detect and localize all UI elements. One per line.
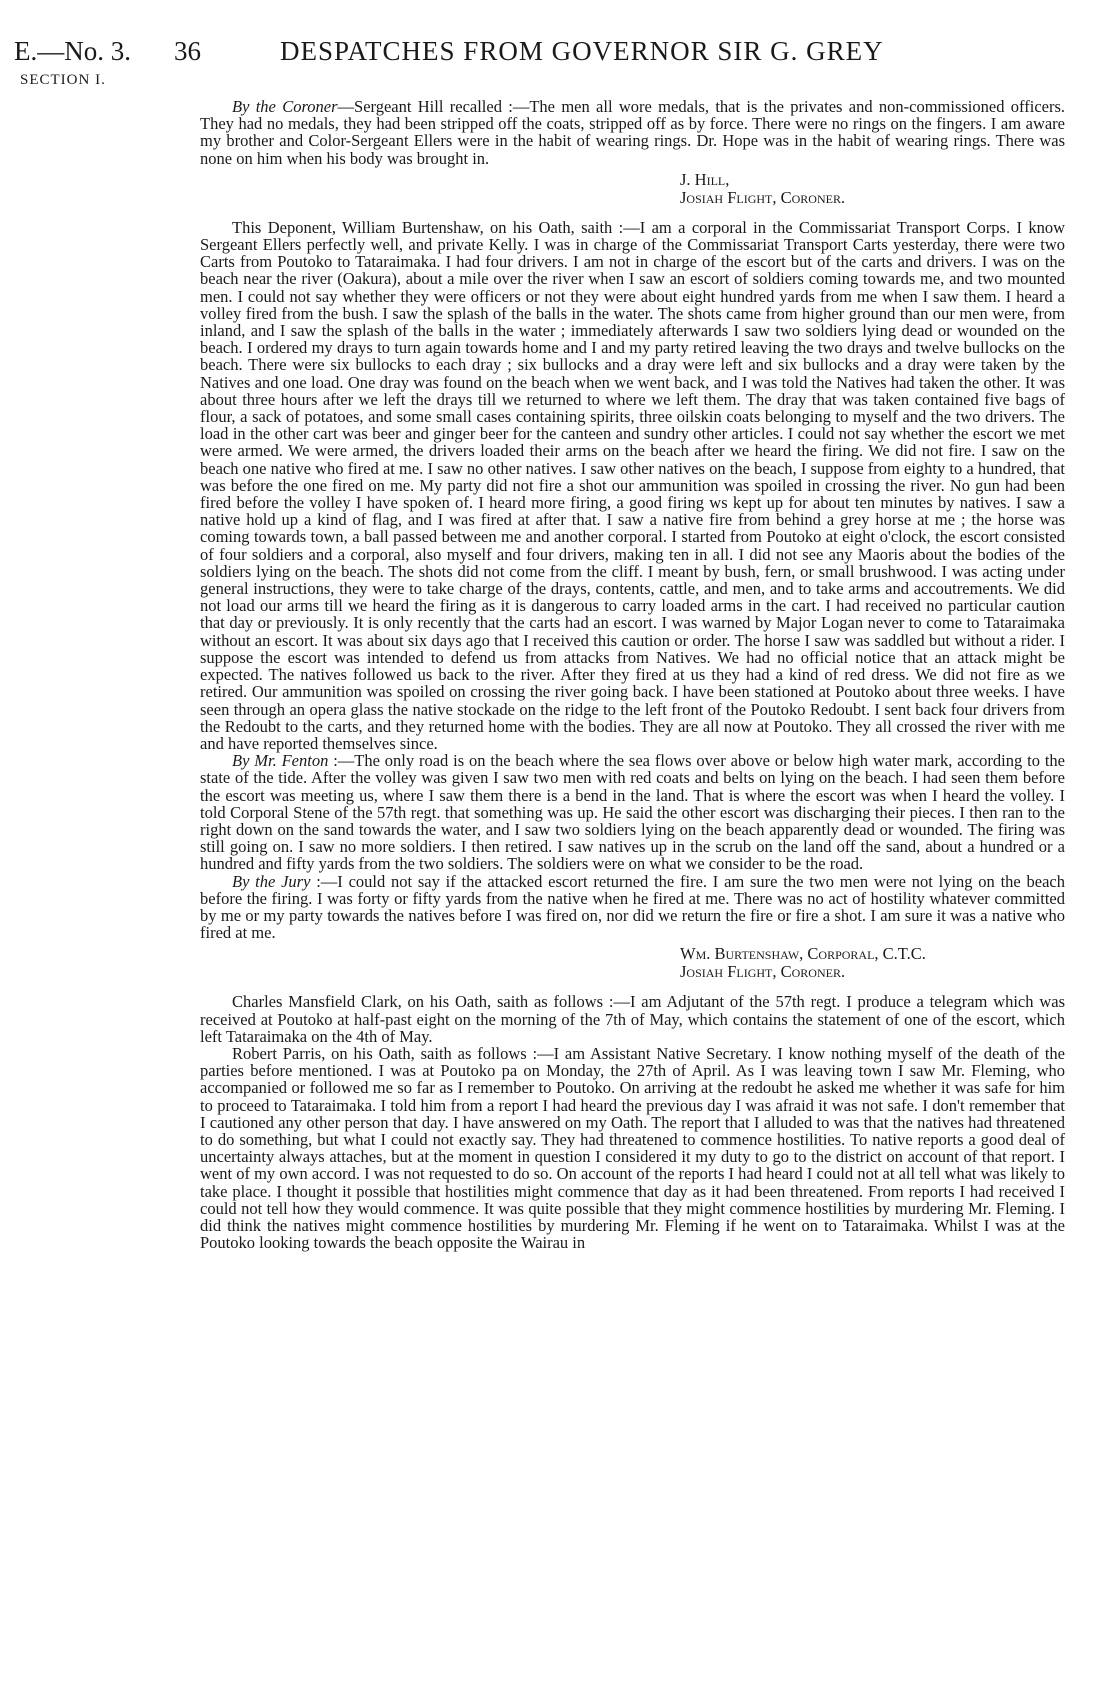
speaker-lead: By the Jury (232, 871, 311, 891)
paragraph-clark-deposition: Charles Mansfield Clark, on his Oath, saith as follows :—I am Adjutant of the 57th regt. I produce a telegram which was received at Poutoko at half-past eight on the morning of the 7th of May, which contains the statement of one of the escort, which left Tataraimaka on the 4th of May. (200, 992, 1065, 1046)
paragraph-fenton (200, 752, 1065, 872)
paragraph-text: —Sergeant Hill recalled :—The men all wore medals, that is the privates and non-commissioned officers. They had no medals, they had been stripped off the coats, stripped off as by force. There were no rings on the fingers. I am aware my brother and Color-Sergeant Ellers were in the habit of wearing rings. Dr. Hope was in the habit of wearing rings. There was none on him when his body was brought in. (200, 97, 1066, 168)
paragraph-parris-deposition: Robert Parris, on his Oath, saith as follows :—I am Assistant Native Secretary. I know nothing myself of the death of the parties before mentioned. I was at Poutoko pa on Monday, the 27th of April. As I was leaving town I saw Mr. Fleming, who accompanied or followed me so far as I remember to Poutoko. On arriving at the redoubt he asked me whether it was safe for him to proceed to Tataraimaka. I told him from a report I had heard the previous day I was afraid it was not safe. I don't remember that I cautioned any other person that day. I have answered on my Oath. The report that I alluded to was that the natives had threatened to do something, but what I could not exactly say. They had threatened to commence hostilities. To native reports a good deal of uncertainty always attaches, but at the moment in question I considered it my duty to go to the district on account of that report. I went of my own accord. I was not requested to do so. On account of the reports I had heard I could not at all tell what was likely to take place. I thought it possible that hostilities might commence that day as it had been threatened. From reports I had received I could not tell how they would commence. It was quite possible that they might commence hostilities by murdering Mr. Fleming. I did think the natives might commence hostilities by murdering Mr. Fleming if he went on to Tataraimaka. Whilst I was at the Poutoko looking towards the beach opposite the Wairau in (200, 1043, 1065, 1253)
signature-line: Wm. Burtenshaw, Corporal, C.T.C. (680, 944, 926, 964)
paragraph-jury (200, 873, 1065, 942)
page-number: 36 (174, 36, 201, 66)
speaker-lead: By Mr. Fenton (232, 751, 329, 771)
signature-block-burtenshaw (200, 945, 1065, 981)
paragraph-coroner (200, 98, 1065, 167)
page-header (14, 36, 1074, 88)
paragraph-burtenshaw-deposition: This Deponent, William Burtenshaw, on his Oath, saith :—I am a corporal in the Commissariat Transport Corps. I know Sergeant Ellers perfectly well, and private Kelly. I was in charge of the Commissariat Transport Carts yesterday, there were two Carts from Poutoko to Tataraimaka. I had four drivers. I am not in charge of the escort but of the carts and drivers. I was on the beach near the river (Oakura), about a mile over the river when I saw an escort of soldiers coming towards me, and two mounted men. I could not say whether they were officers or not they were about eight hundred yards from me when I saw them. I heard a volley fired from the bush. I saw the splash of the balls in the water. The shots came from higher ground than our men were, from inland, and I saw the splash of the balls in the water ; immediately afterwards I saw two soldiers lying dead or wounded on the beach. I ordered my drays to turn again towards home and I and my party retired leaving the two drays and twelve bullocks on the beach. There were six bullocks to each dray ; six bullocks and a dray were left and six bullocks and a dray were taken by the Natives and one load. One dray was found on the beach when we went back, and I was told the Natives had taken the other. It was about three hours after we left the drays till we returned to where we left them. The dray that was taken contained five bags of flour, a sack of potatoes, and some small cases containing spirits, three oilskin coats belonging to myself and the two drivers. The load in the other cart was beer and ginger beer for the canteen and sundry other articles. I could not say whether the escort we met were armed. We were armed, the drivers loaded their arms on the beach after we heard the firing. We did not fire. I saw on the beach one native who fired at me. I saw no other natives. I saw other natives on the beach, I suppose from eighty to a hundred, that was before the one fired on me. My party did not fire a shot our ammunition was spoiled in crossing the river. No gun had been fired before the volley I have spoken of. I heard more firing, a good firing ws kept up for about ten minutes by natives. I saw a native hold up a kind of flag, and I was fired at after that. I saw a native fire from behind a grey horse at me ; the horse was coming towards town, a ball passed between me and another corporal. I started from Poutoko at eight o'clock, the escort consisted of four soldiers and a corporal, also myself and four drivers, making ten in all. I did not see any Maoris about the bodies of the soldiers lying on the beach. The shots did not come from the cliff. I meant by bush, fern, or small brushwood. I was acting under general instructions, they were to take charge of the drays, contents, cattle, and men, and to take arms and accoutrements. We did not load our arms till we heard the firing as it is dangerous to carry loaded arms in the cart. I had received no particular caution that day or previously. It is only recently that the carts had an escort. I was warned by Major Logan never to come to Tataraimaka without an escort. It was about six days ago that I received this caution or order. The horse I saw was saddled but without a rider. I suppose the escort was intended to defend us from attacks from Natives. We had no official notice that an attack might be expected. The natives followed us back to the river. After they fired at us they had a kind of red dress. We did not fire as we retired. Our ammunition was spoiled on crossing the river going back. I have been stationed at Poutoko about three weeks. I have seen through an opera glass the native stockade on the ridge to the left front of the Poutoko Redoubt. I sent back four drivers from the Redoubt to the carts, and they returned home with the bodies. They are all now at Poutoko. They all crossed the river with me and have reported themselves since. (200, 217, 1065, 753)
section-label: SECTION I. (20, 72, 106, 88)
paragraph-text: :—I could not say if the attacked escort returned the fire. I am sure the two men were not lying on the beach before the firing. I was forty or fifty yards from the native when he fired at me. There was no act of hostility whatever committed by me or my party towards the natives before I was fired on, nor did we return the fire or fire a shot. I am sure it was a native who fired at me. (200, 871, 1065, 943)
speaker-lead: By the Coroner (232, 97, 338, 116)
signature-line: J. Hill, (680, 169, 730, 189)
signature-block-hill (200, 171, 1065, 207)
document-reference: E.—No. 3. (14, 36, 131, 66)
signature-line: Josiah Flight, Coroner. (680, 962, 846, 982)
paragraph-text: :—The only road is on the beach where the sea flows over above or below high water mark, according to the state of the tide. After the volley was given I saw two men with red coats and belts on lying on the beach. I had seen them before the escort was meeting us, where I saw them there is a bend in the land. That is where the escort was when I heard the volley. I told Corporal Stene of the 57th regt. that something was up. He said the other escort was discharging their pieces. I then ran to the right down on the sand towards the water, and I saw two soldiers lying on the beach apparently dead or wounded. The firing was still going on. I saw no more soldiers. I then retired. I saw natives up in the scrub on the land off the sand, about a hundred or a hundred and fifty yards from the two soldiers. The soldiers were on what we consider to be the road. (200, 751, 1065, 874)
document-body (200, 98, 1065, 1251)
signature-line: Josiah Flight, Coroner. (680, 187, 846, 207)
page-title: DESPATCHES FROM GOVERNOR SIR G. GREY (280, 36, 884, 66)
